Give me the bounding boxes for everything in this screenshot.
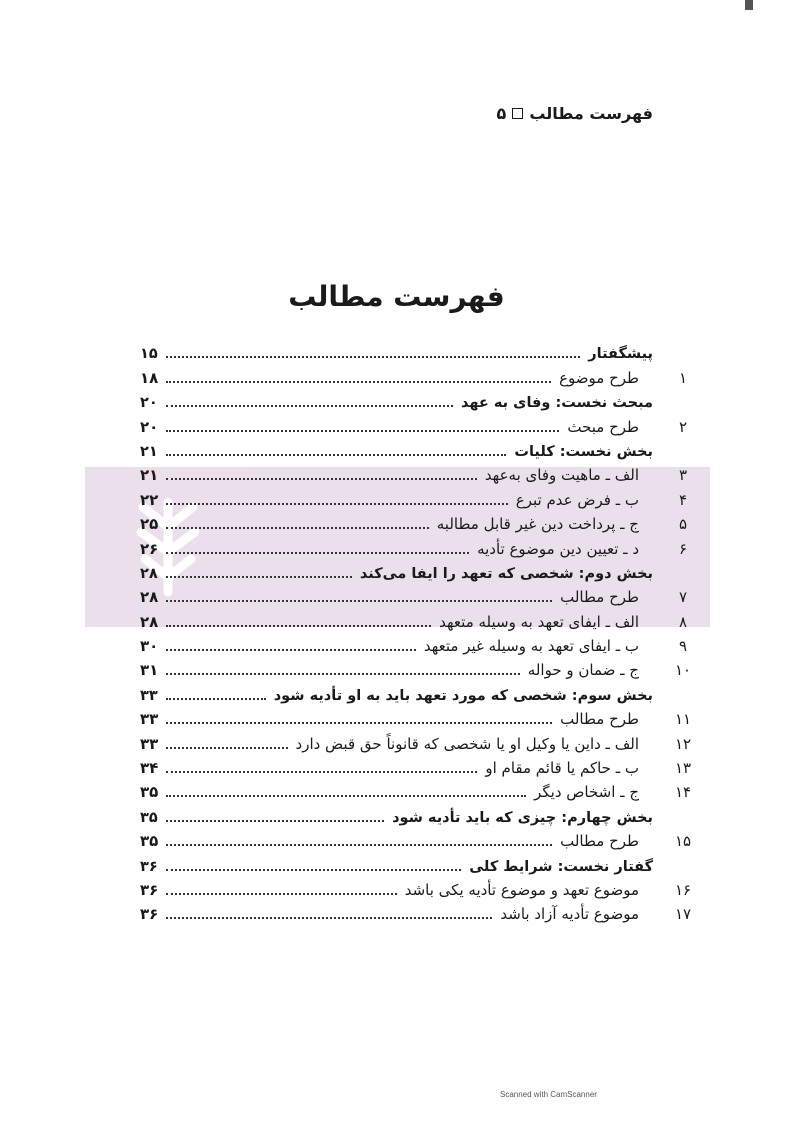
toc-page-number: ۳۵: [140, 832, 159, 851]
toc-entry-number: ۷: [678, 588, 688, 607]
toc-section-header: [140, 852, 653, 876]
dot-leader: [166, 649, 416, 651]
toc-page-number: ۲۸: [140, 588, 159, 607]
dot-leader: [166, 600, 552, 602]
toc-page-number: ۲۸: [140, 612, 159, 631]
toc-entry-number: ۱۵: [674, 832, 692, 851]
toc-page-number: ۳۳: [140, 734, 159, 753]
toc-entry-label: ج ـ ضمان و حواله: [527, 661, 639, 680]
toc-entry-number: ۱۳: [674, 759, 692, 778]
dot-leader: [166, 698, 266, 700]
toc-page-number: ۳۶: [140, 858, 158, 875]
toc-page-number: ۲۵: [140, 515, 159, 534]
toc-entry: [140, 364, 688, 388]
toc-entry-label: پیشگفتار: [588, 346, 653, 363]
toc-entry: [140, 828, 692, 852]
running-head-page: ۵: [496, 104, 507, 123]
running-head-title: فهرست مطالب: [529, 104, 653, 123]
toc-entry-number: ۹: [678, 637, 688, 656]
dot-leader: [166, 625, 431, 627]
dot-leader: [166, 673, 520, 675]
toc-entry-number: ۱۴: [674, 783, 692, 802]
toc-entry-number: ۱۱: [674, 710, 692, 729]
toc-page-number: ۲۲: [140, 490, 159, 509]
toc-entry: [140, 535, 688, 559]
dot-leader: [166, 869, 461, 871]
toc-entry-number: ۵: [678, 515, 688, 534]
toc-entry-label: ب ـ حاکم یا قائم مقام او: [485, 759, 639, 778]
toc-entry-label: بخش سوم: شخصی که مورد تعهد باید به او تأدیه شود: [273, 687, 653, 704]
dot-leader: [166, 771, 477, 773]
toc-page-number: ۳۵: [140, 809, 158, 826]
dot-leader: [166, 503, 508, 505]
dot-leader: [166, 381, 551, 383]
toc-entry: [140, 584, 688, 608]
toc-entry: [140, 877, 692, 901]
toc-entry: [140, 608, 688, 632]
toc-entry: [140, 755, 692, 779]
dot-leader: [166, 795, 526, 797]
toc-entry-label: طرح مطالب: [560, 588, 639, 607]
toc-page-number: ۳۰: [140, 637, 159, 656]
toc-page-number: ۱۵: [140, 346, 158, 363]
toc-entry-label: الف ـ ماهیت وفای به‌عهد: [484, 466, 639, 485]
toc-entry: [140, 462, 688, 486]
dot-leader: [166, 454, 506, 456]
toc-entry-label: بخش نخست: کلیات: [514, 443, 653, 460]
toc-entry: [140, 779, 692, 803]
toc-page-number: ۳۶: [140, 880, 159, 899]
scan-corner-mark: [745, 0, 753, 10]
dot-leader: [166, 820, 384, 822]
toc-entry: [140, 730, 692, 754]
toc-entry-number: ۱۷: [674, 905, 692, 924]
toc-entry-label: طرح مبحث: [567, 417, 639, 436]
square-bullet-icon: [512, 108, 523, 119]
toc-entry-label: گفتار نخست: شرایط کلی: [469, 858, 653, 875]
toc-page-number: ۲۰: [140, 417, 159, 436]
toc-entry-label: ب ـ ایفای تعهد به وسیله غیر متعهد: [423, 637, 639, 656]
toc-entry-number: ۱۶: [674, 880, 692, 899]
toc-entry-number: ۳: [678, 466, 688, 485]
toc-entry-label: بخش چهارم: چیزی که باید تأدیه شود: [392, 809, 653, 826]
toc-entry: [140, 657, 692, 681]
toc-entry: [140, 706, 692, 730]
dot-leader: [166, 893, 397, 895]
dot-leader: [166, 405, 453, 407]
toc-entry-number: ۱: [678, 368, 688, 387]
toc-page-number: ۲۸: [140, 565, 158, 582]
toc-entry-label: الف ـ داین یا وکیل او یا شخصی که قانوناً حق قبض دارد: [295, 734, 639, 753]
toc-entry-label: طرح موضوع: [559, 368, 639, 387]
toc-page-number: ۳۳: [140, 710, 159, 729]
toc-entry-label: ج ـ پرداخت دین غیر قابل مطالبه: [436, 515, 639, 534]
toc-page-number: ۳۴: [140, 759, 159, 778]
toc-page-number: ۲۰: [140, 395, 158, 412]
toc-entry: [140, 633, 688, 657]
toc-section-header: [140, 803, 653, 827]
toc-entry-number: ۱۰: [674, 661, 692, 680]
footer-credit: Scanned with CamScanner: [500, 1090, 597, 1099]
toc-page-number: ۳۳: [140, 687, 158, 704]
toc-entry-label: د ـ تعیین دین موضوع تأدیه: [477, 539, 639, 558]
toc-page-number: ۲۱: [140, 466, 159, 485]
toc-section-header: [140, 560, 653, 584]
dot-leader: [166, 844, 552, 846]
toc-entry-number: ۴: [678, 490, 688, 509]
toc-entry-label: طرح مطالب: [560, 832, 639, 851]
dot-leader: [166, 552, 469, 554]
toc-section-header: [140, 681, 653, 705]
toc-entry-label: الف ـ ایفای تعهد به وسیله متعهد: [439, 612, 639, 631]
toc-entry-label: ج ـ اشخاص دیگر: [534, 783, 639, 802]
toc-entry-label: موضوع تعهد و موضوع تأدیه یکی باشد: [404, 880, 639, 899]
toc-page-number: ۲۶: [140, 539, 159, 558]
toc-entry-number: ۱۲: [674, 734, 692, 753]
running-head: [497, 104, 653, 123]
toc-entry: [140, 413, 688, 437]
toc-page-number: ۳۶: [140, 905, 159, 924]
toc-entry-number: ۸: [678, 612, 688, 631]
toc-entry: [140, 486, 688, 510]
toc-entry-label: مبحث نخست: وفای به عهد: [460, 395, 653, 412]
dot-leader: [166, 527, 429, 529]
toc-page-number: ۲۱: [140, 443, 158, 460]
toc-entry-label: طرح مطالب: [560, 710, 639, 729]
dot-leader: [166, 356, 580, 358]
toc-entry-label: بخش دوم: شخصی که تعهد را ایفا می‌کند: [359, 565, 653, 582]
toc-entry-label: موضوع تأدیه آزاد باشد: [500, 905, 639, 924]
toc-section-header: [140, 340, 653, 364]
dot-leader: [166, 747, 288, 749]
table-of-contents: [140, 340, 692, 925]
toc-section-header: [140, 438, 653, 462]
dot-leader: [166, 722, 552, 724]
toc-entry-number: ۶: [678, 539, 688, 558]
toc-entry: [140, 511, 688, 535]
toc-page-number: ۳۵: [140, 783, 159, 802]
toc-entry: [140, 901, 692, 925]
dot-leader: [166, 917, 492, 919]
toc-section-header: [140, 389, 653, 413]
toc-page-number: ۱۸: [140, 368, 159, 387]
dot-leader: [166, 478, 477, 480]
toc-page-number: ۳۱: [140, 661, 159, 680]
dot-leader: [166, 430, 559, 432]
toc-entry-number: ۲: [678, 417, 688, 436]
toc-entry-label: ب ـ فرض عدم تبرع: [515, 490, 639, 509]
dot-leader: [166, 576, 352, 578]
page-title: فهرست مطالب: [288, 280, 505, 313]
